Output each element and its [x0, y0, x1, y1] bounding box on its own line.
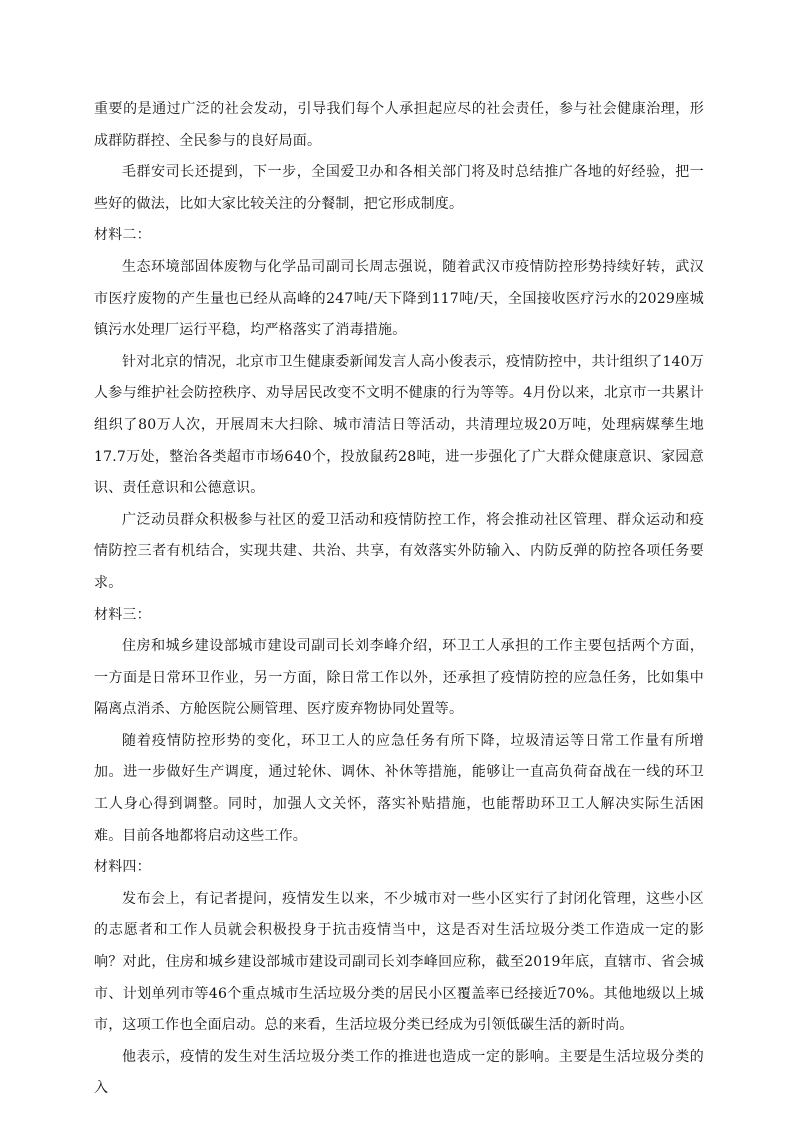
- document-page: [94, 94, 704, 1105]
- paragraph: 毛群安司长还提到，下一步，全国爱卫办和各相关部门将及时总结推广各地的好经验，把一些好的做法，比如大家比较关注的分餐制，把它形成制度。: [94, 164, 704, 212]
- section-heading: 材料四：: [94, 859, 151, 876]
- paragraph: 生态环境部固体废物与化学品司副司长周志强说，随着武汉市疫情防控形势持续好转，武汉市医疗废物的产生量也已经从高峰的247吨/天下降到117吨/天，全国接收医疗污水的2029座城镇污水处理厂运行平稳，均严格落实了消毒措施。: [94, 258, 704, 339]
- section-heading: 材料二：: [94, 227, 151, 244]
- paragraph: 重要的是通过广泛的社会发动，引导我们每个人承担起应尽的社会责任，参与社会健康治理，形成群防群控、全民参与的良好局面。: [94, 101, 704, 149]
- paragraph: 发布会上，有记者提问，疫情发生以来，不少城市对一些小区实行了封闭化管理，这些小区的志愿者和工作人员就会积极投身于抗击疫情当中，这是否对生活垃圾分类工作造成一定的影响？对此，住房和城乡建设部城市建设司副司长刘李峰回应称，截至2019年底，直辖市、省会城市、计划单列市等46个重点城市生活垃圾分类的居民小区覆盖率已经接近70%。其他地级以上城市，这项工作也全面启动。总的来看，生活垃圾分类已经成为引领低碳生活的新时尚。: [94, 890, 704, 1034]
- paragraph: 广泛动员群众积极参与社区的爱卫活动和疫情防控工作，将会推动社区管理、群众运动和疫情防控三者有机结合，实现共建、共治、共享，有效落实外防输入、内防反弹的防控各项任务要求。: [94, 511, 704, 591]
- paragraph: 住房和城乡建设部城市建设司副司长刘李峰介绍，环卫工人承担的工作主要包括两个方面，一方面是日常环卫作业，另一方面，除日常工作以外，还承担了疫情防控的应急任务，比如集中隔离点消杀、方舱医院公厕管理、医疗废弃物协同处置等。: [94, 638, 704, 718]
- paragraph: 随着疫情防控形势的变化，环卫工人的应急任务有所下降，垃圾清运等日常工作量有所增加。进一步做好生产调度，通过轮休、调休、补休等措施，能够让一直高负荷奋战在一线的环卫工人身心得到调整。同时，加强人文关怀，落实补贴措施，也能帮助环卫工人解决实际生活困难。目前各地都将启动这些工作。: [94, 732, 704, 844]
- section-heading: 材料三：: [94, 606, 151, 623]
- paragraph: 针对北京的情况，北京市卫生健康委新闻发言人高小俊表示，疫情防控中，共计组织了140万人参与维护社会防控秩序、劝导居民改变不文明不健康的行为等等。4月份以来，北京市一共累计组织了80万人次，开展周末大扫除、城市清洁日等活动，共清理垃圾20万吨，处理病媒孳生地17.7万处，整治各类超市市场640个，投放鼠药28吨，进一步强化了广大群众健康意识、家园意识、责任意识和公德意识。: [94, 353, 704, 497]
- paragraph: 他表示，疫情的发生对生活垃圾分类工作的推进也造成一定的影响。主要是生活垃圾分类的入: [94, 1048, 704, 1097]
